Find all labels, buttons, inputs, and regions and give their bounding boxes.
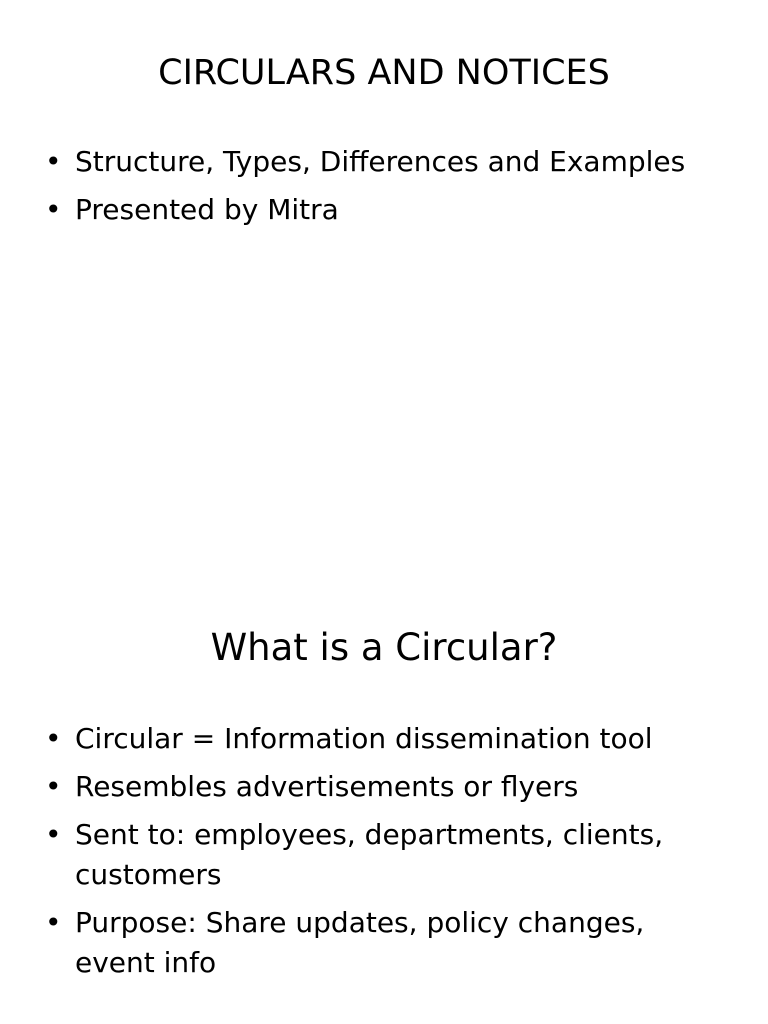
bullet-icon: • xyxy=(45,818,62,851)
bullet-text: Resembles advertisements or flyers xyxy=(75,770,579,803)
bullet-item xyxy=(40,719,730,759)
bullet-text: Structure, Types, Differences and Examples xyxy=(75,145,686,178)
bullet-list xyxy=(40,142,730,238)
slide-title: CIRCULARS AND NOTICES xyxy=(158,53,610,93)
bullet-item xyxy=(40,767,730,807)
bullet-text: Circular = Information dissemination tool xyxy=(75,722,653,755)
bullet-text: Purpose: Share updates, policy changes, event info xyxy=(75,906,645,979)
bullet-item xyxy=(40,142,730,182)
bullet-icon: • xyxy=(45,906,62,939)
bullet-icon: • xyxy=(45,722,62,755)
bullet-item xyxy=(40,190,730,230)
slide-title: What is a Circular? xyxy=(210,626,558,669)
bullet-icon: • xyxy=(45,193,62,226)
bullet-list xyxy=(40,719,730,991)
bullet-text: Presented by Mitra xyxy=(75,193,339,226)
slide-2 xyxy=(0,576,768,1024)
bullet-item xyxy=(40,903,730,983)
bullet-icon: • xyxy=(45,145,62,178)
bullet-icon: • xyxy=(45,770,62,803)
bullet-item xyxy=(40,815,730,895)
bullet-text: Sent to: employees, departments, clients, customers xyxy=(75,818,664,891)
